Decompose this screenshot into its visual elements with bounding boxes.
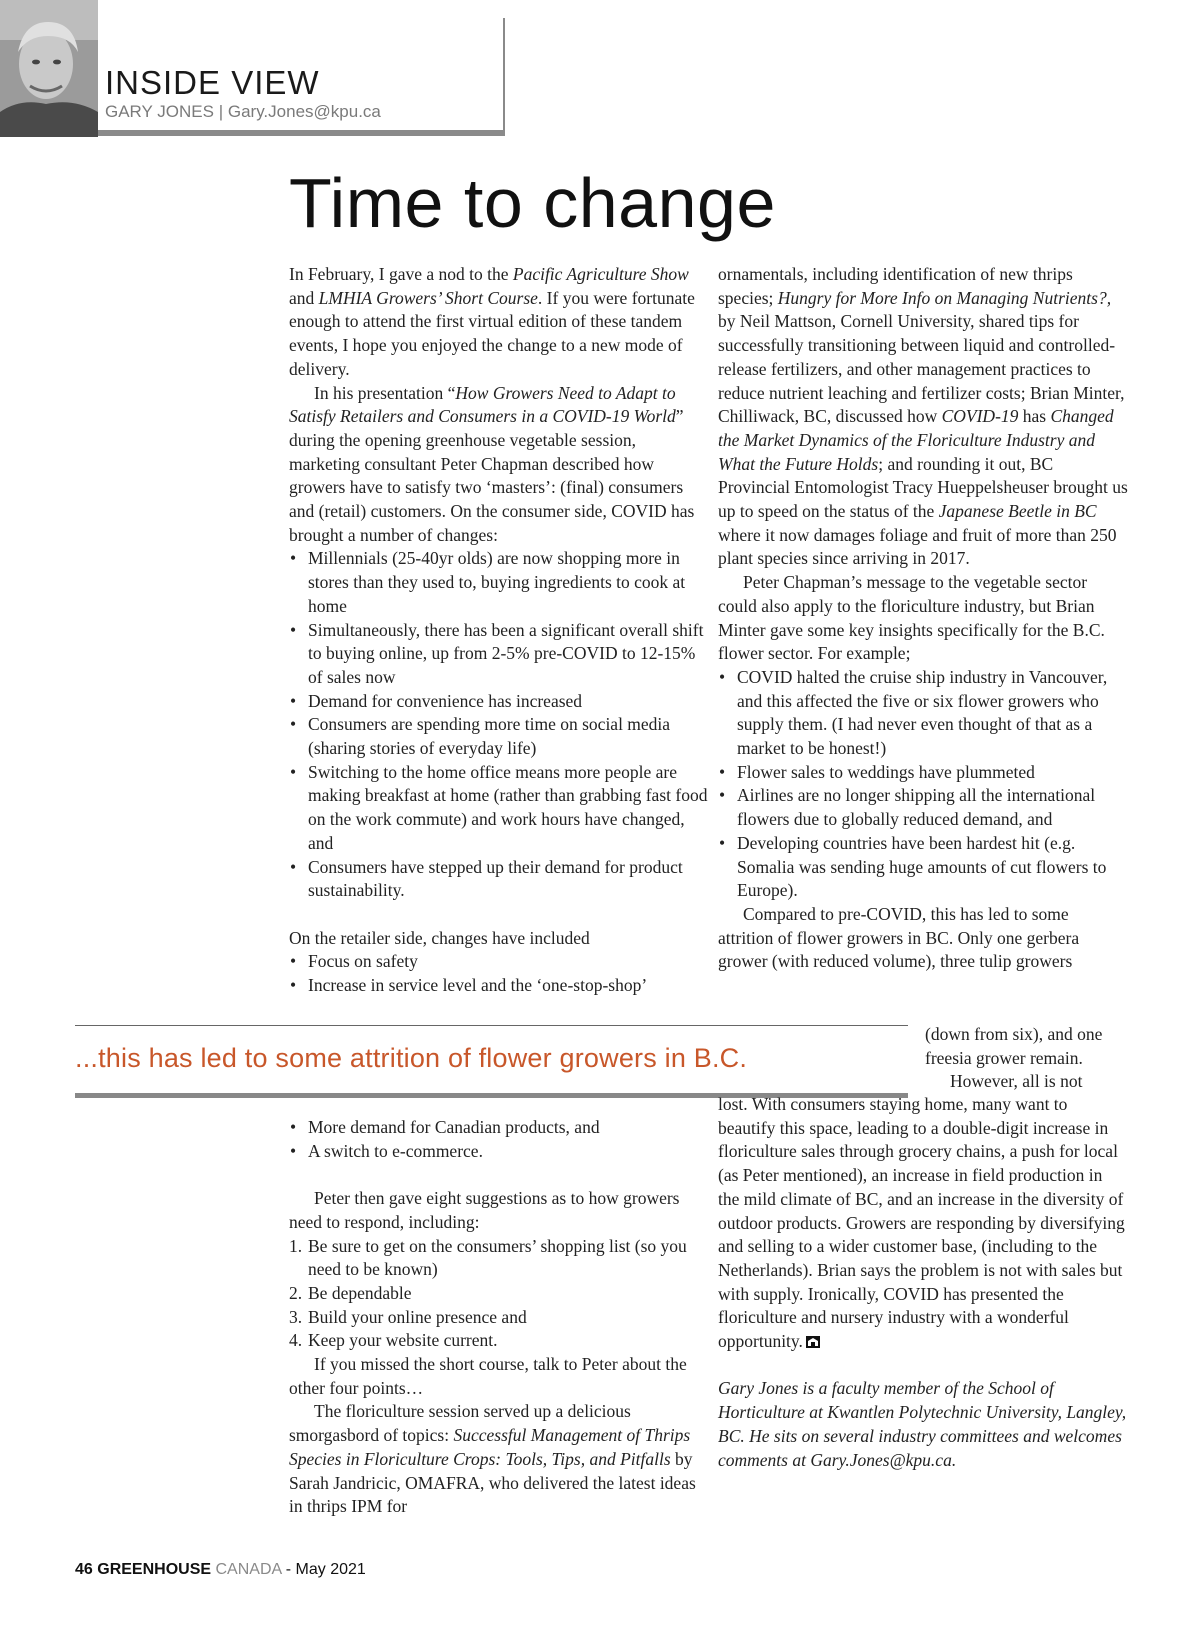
list-item: 4. Keep your website current. <box>289 1330 498 1351</box>
issue-separator: - <box>285 1561 292 1578</box>
topics-paragraph: ornamentals, including identification of new thrips species; Hungry for More Info on Managing Nutrients?, by Neil Mattson, Cornell University, shared tips for successfully transitioning between liquid and controlled-release fertilizers, and other management practices to reduce nutrient leaching and fertilizer costs; Brian Minter, Chilliwack, BC, discussed how COVID-19 has Changed the Market Dynamics of the Floriculture Industry and What the Future Holds; and rounding it out, BC Provincial Entomologist Tracy Hueppelsheuser brought us up to speed on the status of the Japanese Beetle in BC where it now damages foliage and fruit of more than 250 plant species since arriving in 2017. <box>718 264 1128 569</box>
list-item: 3. Build your online presence and <box>289 1306 527 1327</box>
byline-separator: | <box>218 102 224 121</box>
pull-quote: ...this has led to some attrition of flower growers in B.C. <box>75 1043 748 1073</box>
author-photo <box>0 0 98 137</box>
list-item: • Airlines are no longer shipping all the international flowers due to globally reduced demand, and <box>718 784 1128 831</box>
retailer-intro: On the retailer side, changes have included <box>289 927 590 948</box>
list-item: • Switching to the home office means more people are making breakfast at home (rather than grabbing fast food on the work commute) and work hours have changed, and <box>289 761 709 856</box>
consumer-changes-list <box>289 547 709 903</box>
suggestions-list <box>289 1235 709 1354</box>
list-item: • Consumers have stepped up their demand for product sustainability. <box>289 856 709 903</box>
list-item: • Simultaneously, there has been a significant overall shift to buying online, up from 2-5% pre-COVID to 12-15% of sales now <box>289 619 709 690</box>
magazine-name-suffix: CANADA <box>215 1561 282 1578</box>
list-item: • Demand for convenience has increased <box>289 690 709 714</box>
header-horizontal-rule <box>98 130 505 136</box>
author-portrait-image <box>0 0 98 137</box>
list-item: • More demand for Canadian products, and <box>289 1116 709 1140</box>
list-item: • Focus on safety <box>289 950 709 974</box>
minter-paragraph: Peter Chapman’s message to the vegetable sector could also apply to the floriculture industry, but Brian Minter gave some key insights specifically for the B.C. flower sector. For example; <box>718 572 1105 664</box>
author-name: GARY JONES <box>105 102 214 121</box>
column-left-bottom <box>289 1116 709 1519</box>
column-right-bottom <box>718 1093 1128 1472</box>
author-bio: Gary Jones is a faculty member of the School of Horticulture at Kwantlen Polytechnic University, Langley, BC. He sits on several industry committees and welcomes comments at Gary.Jones@kpu.ca. <box>718 1378 1127 1470</box>
missed-course-paragraph: If you missed the short course, talk to Peter about the other four points… <box>289 1354 687 1398</box>
greenhouse-end-icon <box>806 1336 820 1348</box>
narrow-text: (down from six), and one freesia grower remain. <box>925 1024 1103 1068</box>
flower-sector-list <box>718 666 1128 903</box>
column-title: INSIDE VIEW <box>105 64 320 101</box>
however-text: However, all is not <box>950 1071 1083 1092</box>
floriculture-session-paragraph: The floriculture session served up a delicious smorgasbord of topics: Successful Management of Thrips Species in Floriculture Crops: Tools, Tips, and Pitfalls by Sarah Jandricic, OMAFRA, who delivered the latest ideas in thrips IPM for <box>289 1401 696 1517</box>
intro-paragraph: In February, I gave a nod to the Pacific Agriculture Show and LMHIA Growers’ Short Course. If you were fortunate enough to attend the first virtual edition of these tandem events, I hope you enjoyed the change to a new mode of delivery. <box>289 264 695 379</box>
retailer-changes-list-continued <box>289 1116 709 1163</box>
issue-date: May 2021 <box>295 1561 366 1578</box>
compared-paragraph: Compared to pre-COVID, this has led to some attrition of flower growers in BC. Only one gerbera grower (with reduced volume), three tulip growers <box>718 903 1080 972</box>
list-item: • Millennials (25-40yr olds) are now shopping more in stores than they used to, buying ingredients to cook at home <box>289 547 709 618</box>
page-footer <box>75 1562 366 1578</box>
retailer-changes-list <box>289 950 709 997</box>
presentation-paragraph: In his presentation “How Growers Need to Adapt to Satisfy Retailers and Consumers in a COVID-19 World” during the opening greenhouse vegetable session, marketing consultant Peter Chapman described how growers have to satisfy two ‘masters’: (final) consumers and (retail) customers. On the consumer side, COVID has brought a number of changes: <box>289 382 695 545</box>
suggestions-paragraph: Peter then gave eight suggestions as to how growers need to respond, including: <box>289 1188 680 1232</box>
list-item: 1. Be sure to get on the consumers’ shopping list (so you need to be known) <box>289 1235 687 1280</box>
byline <box>105 103 381 120</box>
list-item: • A switch to e-commerce. <box>289 1140 709 1164</box>
author-email[interactable]: Gary.Jones@kpu.ca <box>227 102 381 121</box>
magazine-name: GREENHOUSE <box>97 1561 212 1578</box>
pull-quote-top-rule <box>75 1025 908 1026</box>
column-left-top <box>289 263 709 998</box>
list-item: • Developing countries have been hardest hit (e.g. Somalia was sending huge amounts of cut flowers to Europe). <box>718 832 1128 903</box>
column-right-top <box>718 263 1128 974</box>
page-number: 46 <box>75 1561 93 1578</box>
list-item: • COVID halted the cruise ship industry in Vancouver, and this affected the five or six flower growers who supply them. (I had never even thought of that as a market to be honest!) <box>718 666 1128 761</box>
list-item: • Increase in service level and the ‘one-stop-shop’ <box>289 974 709 998</box>
list-item: 2. Be dependable <box>289 1282 412 1303</box>
column-right-narrow <box>925 1023 1125 1094</box>
list-item: • Consumers are spending more time on social media (sharing stories of everyday life) <box>289 713 709 760</box>
header-vertical-rule <box>503 18 505 136</box>
closing-paragraph: lost. With consumers staying home, many want to beautify this space, leading to a double-digit increase in floriculture sales through grocery chains, a push for local (as Peter mentioned), an increase in field production in the mild climate of BC, and an increase in the diversity of outdoor products. Growers are responding by diversifying and selling to a wider customer base, (including to the Netherlands). Brian says the problem is not with sales but with supply. Ironically, COVID has presented the floriculture and nursery industry with a wonderful opportunity. <box>718 1094 1125 1352</box>
list-item: • Flower sales to weddings have plummeted <box>718 761 1128 785</box>
article-headline: Time to change <box>289 164 776 242</box>
